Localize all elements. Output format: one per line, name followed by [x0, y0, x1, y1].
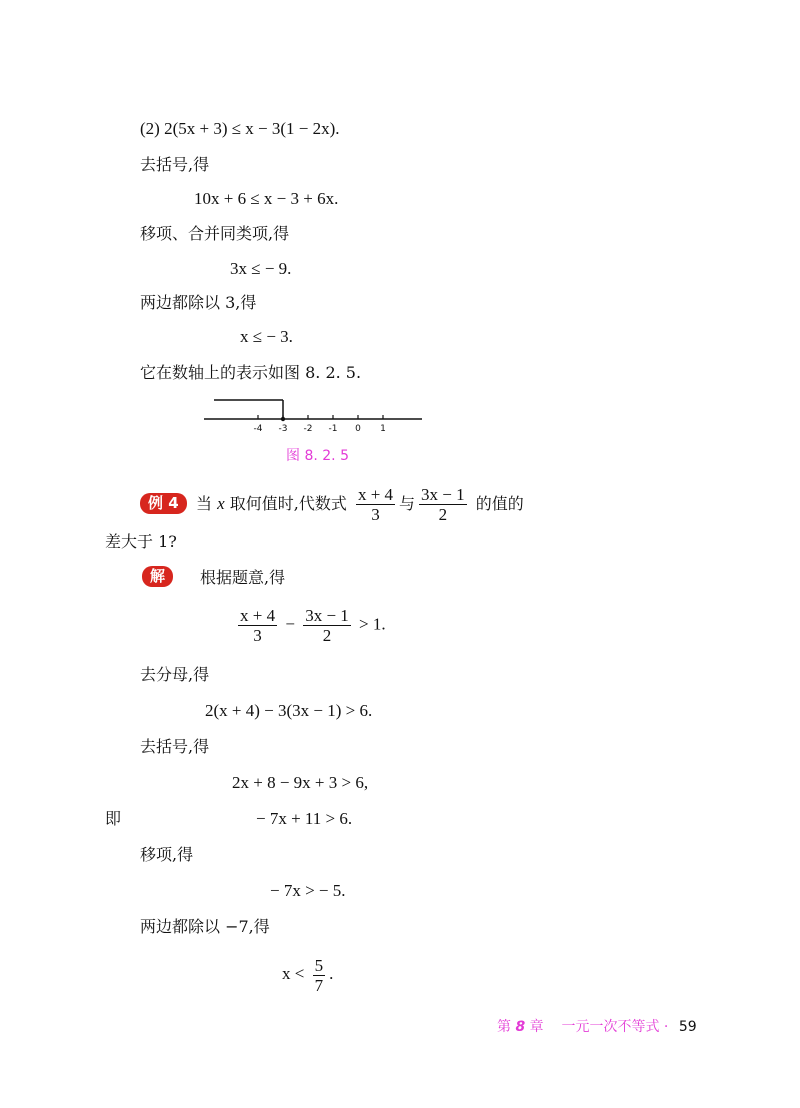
- example-badge: 例 4: [140, 493, 187, 514]
- figure-caption: 图 8. 2. 5: [286, 448, 349, 464]
- equation: 3x ≤ − 9.: [230, 259, 292, 278]
- numerator: x + 4: [357, 485, 394, 504]
- solution-badge: 解: [142, 566, 173, 587]
- example-question: [196, 484, 524, 524]
- equation: 2x + 8 − 9x + 3 > 6,: [232, 773, 369, 792]
- page-number: 59: [678, 1019, 697, 1035]
- denominator: 3: [371, 505, 380, 524]
- equation-fractions: [234, 606, 386, 645]
- denominator: 2: [438, 505, 448, 524]
- tick-label: -2: [303, 424, 313, 434]
- fraction: [238, 606, 277, 645]
- tick-label: 0: [355, 424, 361, 434]
- operator: −: [285, 614, 295, 634]
- tick-label: -4: [253, 424, 263, 434]
- step-label: 移项,得: [140, 845, 194, 864]
- step-label: 两边都除以 3,得: [140, 293, 257, 312]
- denominator: 2: [322, 626, 332, 645]
- step-label: 去括号,得: [140, 155, 210, 174]
- equation: 10x + 6 ≤ x − 3 + 6x.: [194, 189, 339, 208]
- tick-label: -1: [328, 424, 338, 434]
- equation: x ≤ − 3.: [240, 327, 293, 346]
- fraction: [419, 485, 467, 524]
- page-footer: [497, 1016, 697, 1036]
- equation-rhs: > 1.: [359, 614, 386, 634]
- number-line-figure: [200, 392, 430, 438]
- question-continuation: 差大于 1?: [105, 532, 177, 551]
- equation: − 7x > − 5.: [270, 881, 346, 900]
- problem-2: (2) 2(5x + 3) ≤ x − 3(1 − 2x).: [140, 119, 340, 138]
- figure-reference: 它在数轴上的表示如图 8. 2. 5.: [140, 363, 362, 382]
- question-text: 取何值时,代数式: [229, 494, 347, 513]
- equation: 2(x + 4) − 3(3x − 1) > 6.: [205, 701, 373, 720]
- question-text: 当: [196, 494, 213, 513]
- numerator: 5: [314, 955, 324, 975]
- chapter-prefix: 第: [497, 1019, 511, 1035]
- question-variable: x: [217, 494, 225, 513]
- numerator: x + 4: [240, 606, 276, 625]
- chapter-title: 一元一次不等式 ·: [561, 1019, 669, 1035]
- fraction: [303, 606, 351, 645]
- step-prefix: 即: [105, 809, 122, 828]
- step-label: 两边都除以 −7,得: [140, 917, 270, 936]
- final-answer: [282, 952, 333, 996]
- denominator: 7: [314, 975, 324, 995]
- chapter-suffix: 章: [529, 1019, 544, 1035]
- fraction: [356, 485, 395, 524]
- equation: − 7x + 11 > 6.: [256, 809, 353, 828]
- question-text: 与: [399, 494, 416, 513]
- tick-label: -3: [278, 424, 288, 434]
- numerator: 3x − 1: [305, 606, 349, 625]
- solution-intro: 根据题意,得: [200, 568, 286, 587]
- step-label: 去分母,得: [140, 665, 210, 684]
- tick-label: 1: [380, 424, 386, 434]
- chapter-number: 8: [515, 1019, 526, 1035]
- question-text: 的值的: [475, 494, 524, 513]
- step-label: 去括号,得: [140, 737, 210, 756]
- fraction: [313, 956, 326, 995]
- numerator: 3x − 1: [421, 485, 465, 504]
- denominator: 3: [253, 626, 262, 645]
- step-label: 移项、合并同类项,得: [140, 224, 290, 243]
- answer-end: .: [329, 964, 334, 983]
- answer-lhs: x <: [282, 964, 305, 983]
- solution-endpoint-dot: [281, 417, 285, 421]
